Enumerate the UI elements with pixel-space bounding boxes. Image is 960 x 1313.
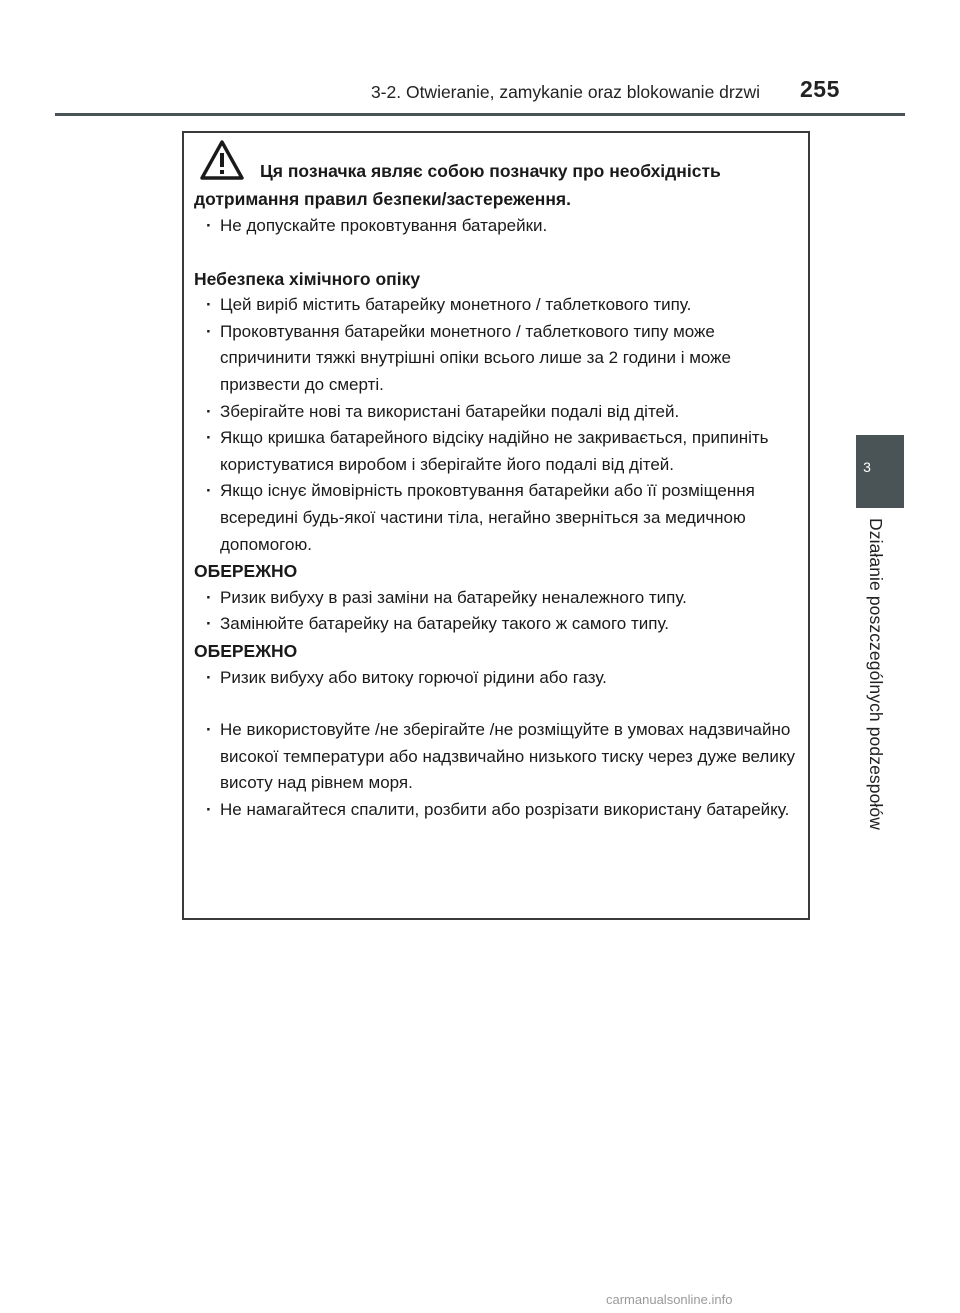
site-watermark: carmanualsonline.info — [606, 1292, 733, 1307]
section-title: 3-2. Otwieranie, zamykanie oraz blokowanie drzwi — [370, 82, 760, 102]
chapter-tab-number: 3 — [863, 459, 871, 475]
warning-triangle-icon — [200, 140, 244, 180]
chapter-title: Działanie poszczególnych podzespołów — [866, 518, 886, 830]
chemical-burn-bullet: · Цей виріб містить батарейку монетного / таблеткового типу. — [194, 292, 798, 319]
storage-bullet: · Не використовуйте /не зберігайте /не розміщуйте в умовах надзвичайно високої температури або надзвичайно низького тиску через дуже велику висоту над рівнем моря. — [194, 717, 798, 797]
page-number: 255 — [800, 76, 840, 102]
warning-box — [182, 131, 810, 920]
warning-intro: Ця позначка являє собою позначку про необхідність дотримання правил безпеки/застереження. — [194, 161, 721, 209]
caution-heading: ОБЕРЕЖНО — [194, 640, 298, 661]
chemical-burn-bullet: · Якщо кришка батарейного відсіку надійно не закривається, припиніть користуватися виробом і зберігайте його подалі від дітей. — [194, 425, 798, 478]
chemical-burn-bullet: · Проковтування батарейки монетного / таблеткового типу може спричинити тяжкі внутрішні опіки всього лише за 2 години і може призвести до смерті. — [194, 319, 798, 399]
caution-bullet: · Замінюйте батарейку на батарейку такого ж самого типу. — [194, 611, 798, 638]
warning-bullet: · Не допускайте проковтування батарейки. — [194, 213, 798, 240]
header-divider — [55, 113, 905, 116]
storage-bullet: · Не намагайтеся спалити, розбити або розрізати використану батарейку. — [194, 797, 798, 824]
chemical-burn-heading: Небезпека хімічного опіку — [194, 268, 421, 289]
caution-bullet: · Ризик вибуху в разі заміни на батарейку неналежного типу. — [194, 585, 798, 612]
caution-bullet: · Ризик вибуху або витоку горючої рідини або газу. — [194, 665, 798, 692]
caution-heading: ОБЕРЕЖНО — [194, 561, 298, 582]
chapter-tab — [856, 435, 904, 508]
chemical-burn-bullet: · Якщо існує ймовірність проковтування батарейки або її розміщення всередині будь-якої частини тіла, негайно зверніться за медичною допомогою. — [194, 478, 798, 558]
chemical-burn-bullet: · Зберігайте нові та використані батарейки подалі від дітей. — [194, 399, 798, 426]
